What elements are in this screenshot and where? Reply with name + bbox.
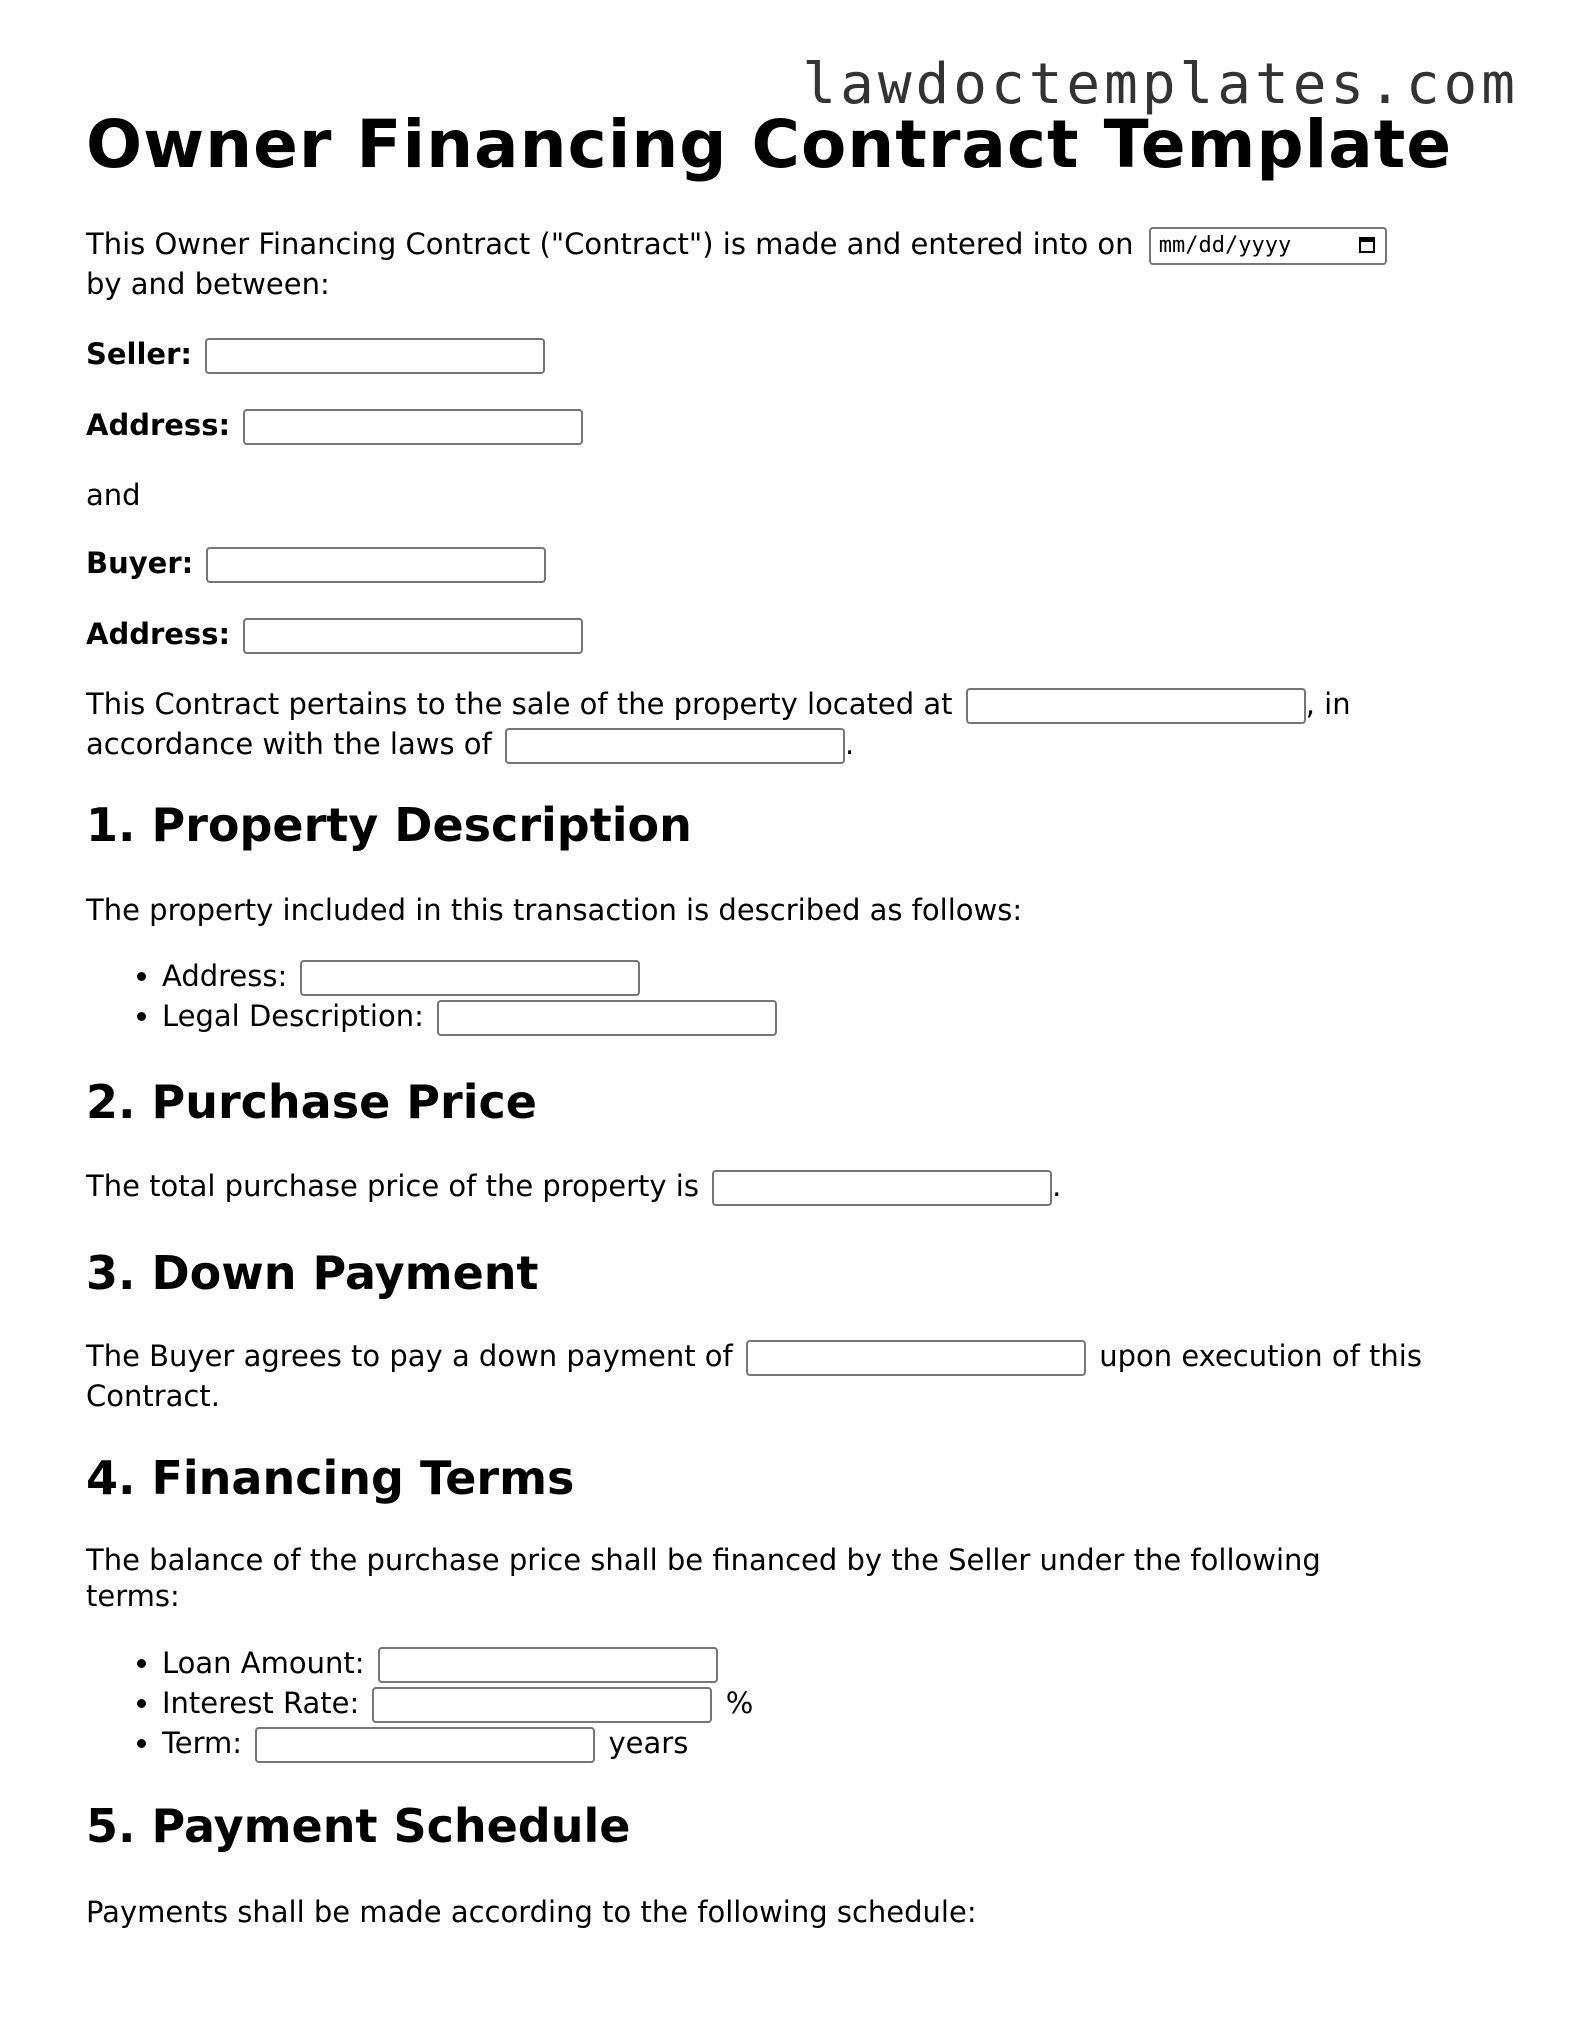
site-watermark: lawdoctemplates.com: [802, 52, 1519, 117]
percent-suffix: %: [725, 1686, 754, 1720]
property-address-input[interactable]: [300, 960, 640, 996]
list-item: • Term: years: [162, 1723, 753, 1763]
section-1-body: The property included in this transaction is described as follows:: [86, 893, 1023, 927]
and-text: and: [86, 478, 141, 512]
seller-address-row: [86, 405, 587, 445]
purchase-price-input[interactable]: [712, 1170, 1052, 1206]
seller-label: Seller:: [86, 337, 193, 371]
buyer-label: Buyer:: [86, 546, 194, 580]
list-item: • Interest Rate: %: [162, 1683, 753, 1723]
list-item: • Legal Description:: [162, 996, 781, 1036]
section-4-body-line-1: The balance of the purchase price shall be financed by the Seller under the following: [86, 1543, 1321, 1577]
years-suffix: years: [608, 1726, 689, 1760]
section-3-body-line-1: The Buyer agrees to pay a down payment of upon execution of this: [86, 1336, 1422, 1376]
section-4-body-line-2: terms:: [86, 1579, 180, 1613]
property-description-list: [86, 956, 781, 1036]
calendar-icon[interactable]: [1359, 237, 1375, 253]
section-5-body: Payments shall be made according to the following schedule:: [86, 1895, 977, 1929]
buyer-address-input[interactable]: [243, 618, 583, 654]
section-3-heading: 3. Down Payment: [86, 1246, 539, 1300]
section-2-body: The total purchase price of the property is .: [86, 1166, 1061, 1206]
buyer-address-label: Address:: [86, 617, 231, 651]
loan-term-input[interactable]: [255, 1727, 595, 1763]
buyer-name-input[interactable]: [206, 547, 546, 583]
intro-text: This Owner Financing Contract ("Contract") is made and entered into on: [86, 227, 1134, 261]
down-payment-input[interactable]: [746, 1340, 1086, 1376]
intro-line-2: by and between:: [86, 267, 330, 301]
interest-rate-input[interactable]: [372, 1687, 712, 1723]
buyer-address-row: [86, 614, 587, 654]
section-3-body-line-2: Contract.: [86, 1379, 220, 1413]
legal-description-input[interactable]: [437, 1000, 777, 1036]
contract-date-input[interactable]: mm/dd/yyyy: [1149, 227, 1387, 265]
section-5-heading: 5. Payment Schedule: [86, 1799, 631, 1853]
section-4-heading: 4. Financing Terms: [86, 1451, 575, 1505]
property-clause-line-1: This Contract pertains to the sale of the property located at , in: [86, 684, 1351, 724]
section-2-heading: 2. Purchase Price: [86, 1075, 537, 1129]
seller-address-input[interactable]: [243, 409, 583, 445]
buyer-row: [86, 543, 550, 583]
list-item: • Loan Amount:: [162, 1643, 753, 1683]
seller-row: [86, 334, 549, 374]
section-1-heading: 1. Property Description: [86, 798, 692, 852]
property-location-input[interactable]: [966, 688, 1306, 724]
governing-law-input[interactable]: [505, 728, 845, 764]
financing-terms-list: [86, 1643, 753, 1763]
loan-amount-input[interactable]: [378, 1647, 718, 1683]
seller-address-label: Address:: [86, 408, 231, 442]
document-title: Owner Financing Contract Template: [86, 106, 1453, 183]
intro-line-1: [86, 224, 1387, 265]
property-clause-line-2: accordance with the laws of .: [86, 724, 854, 764]
list-item: • Address:: [162, 956, 781, 996]
seller-name-input[interactable]: [205, 338, 545, 374]
